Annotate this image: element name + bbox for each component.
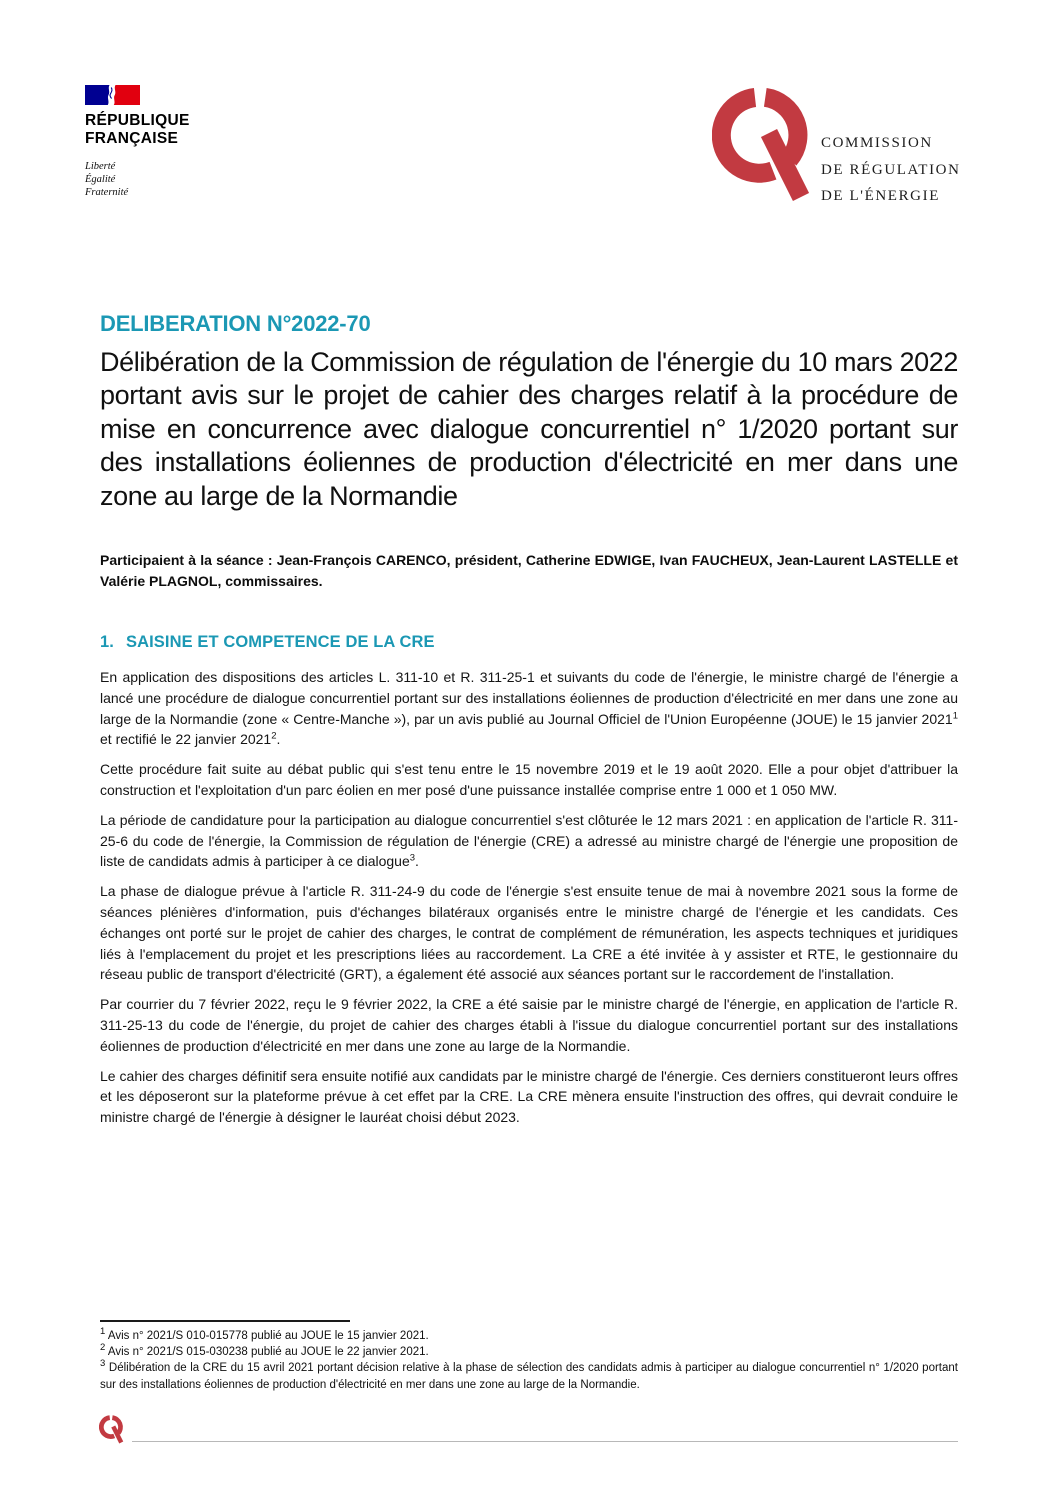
motto-egalite: Égalité [85, 174, 116, 185]
cre-logo [712, 86, 961, 210]
deliberation-subtitle: Délibération de la Commission de régulation de l'énergie du 10 mars 2022 portant avis sur le projet de cahier des charges relatif à la procédure de mise en concurrence avec dialogue concurrentiel n° 1/2020 portant sur des installations éoliennes de production d'électricité en mer dans une zone au large de la Normandie [100, 347, 958, 511]
cre-wordmark-line2: DE RÉGULATION [821, 161, 961, 178]
deliberation-number-title: DELIBERATION N°2022-70 [100, 311, 371, 336]
cre-footer-monogram-icon [99, 1415, 124, 1445]
motto-fraternite: Fraternité [85, 187, 129, 198]
footnotes-section [100, 1320, 958, 1393]
section-1-title: SAISINE ET COMPETENCE DE LA CRE [125, 633, 435, 652]
paragraph-1-text: En application des dispositions des articles L. 311-10 et R. 311-25-1 et suivants du code de l'énergie, le ministre chargé de l'énergie a lancé une procédure de dialogue concurrentiel portant sur des installations éoliennes de production d'électricité en mer dans une zone au large de la Normandie (zone « Centre-Manche »), par un avis publié au Journal Officiel de l'Union Européenne (JOUE) le 15 janvier 2021 [100, 669, 958, 727]
footnote-ref-1: 1 [952, 709, 958, 721]
paragraph-1-text-2: et rectifié le 22 janvier 2021 [100, 731, 272, 748]
footnote-1 [100, 1328, 958, 1344]
paragraph-1-text-3: . [276, 731, 281, 748]
footnote-ref-2: 2 [271, 730, 277, 742]
cre-wordmark [821, 130, 961, 210]
paragraph-5: Par courrier du 7 février 2022, reçu le 9 février 2022, la CRE a été saisie par le ministre chargé de l'énergie, en application de l'article R. 311-25-13 du code de l'énergie, du projet de cahier des charges établi à l'issue du dialogue concurrentiel portant sur des installations éoliennes de production d'électricité en mer dans une zone au large de la Normandie. [100, 996, 958, 1054]
republique-francaise-logo [85, 85, 190, 199]
footnote-separator-rule [100, 1320, 350, 1322]
cre-wordmark-line1: COMMISSION [821, 135, 933, 151]
republique-motto [85, 160, 190, 199]
paragraph-3-text: La période de candidature pour la participation au dialogue concurrentiel s'est clôturée le 12 mars 2021 : en application de l'article R. 311-25-6 du code de l'énergie, la Commission de régulation de l'énergie (CRE) a adressé au ministre chargé de l'énergie une proposition de liste de candidats admis à participer à ce dialogue [100, 811, 958, 870]
section-1-heading [100, 633, 958, 652]
footnote-2-marker: 2 [100, 1342, 106, 1354]
paragraph-3-text-2: . [415, 853, 419, 870]
cre-monogram-icon [712, 86, 812, 210]
footnote-3 [100, 1360, 958, 1392]
footnote-3-marker: 3 [100, 1358, 106, 1370]
cre-wordmark-line3: DE L'ÉNERGIE [821, 188, 940, 204]
footnote-2-text: Avis n° 2021/S 015-030238 publié au JOUE le 22 janvier 2021. [107, 1346, 429, 1359]
footnote-1-marker: 1 [100, 1326, 106, 1338]
paragraph-2: Cette procédure fait suite au débat public qui s'est tenu entre le 15 novembre 2019 et le 19 août 2020. Elle a pour objet d'attribuer la construction et l'exploitation d'un parc éolien en mer posé d'une puissance installée comprise entre 1 000 et 1 050 MW. [100, 761, 958, 799]
participants-paragraph: Participaient à la séance : Jean-François CARENCO, président, Catherine EDWIGE, Ivan FAUCHEUX, Jean-Laurent LASTELLE et Valérie PLAGNOL, commissaires. [100, 552, 958, 590]
document-body [100, 311, 958, 1137]
motto-liberte: Liberté [85, 161, 116, 172]
footnote-2 [100, 1344, 958, 1360]
paragraph-4: La phase de dialogue prévue à l'article R. 311-24-9 du code de l'énergie s'est ensuite tenue de mai à novembre 2021 sous la forme de séances plénières d'information, puis d'échanges bilatéraux organisés entre le ministre chargé de l'énergie et les candidats. Ces échanges ont porté sur le projet de cahier des charges, le contrat de complément de rémunération, les aspects techniques et juridiques liés à l'emplacement du projet et les prescriptions liées au raccordement. La CRE a été invitée à y assister et RTE, le gestionnaire du réseau public de transport d'électricité (GRT), a également été associé aux séances portant sur le raccordement de l'installation. [100, 883, 958, 983]
paragraph-3 [100, 810, 958, 872]
republique-name-line1: RÉPUBLIQUE [85, 112, 190, 129]
french-flag-icon [85, 85, 190, 105]
footnote-3-text: Délibération de la CRE du 15 avril 2021 portant décision relative à la phase de sélection des candidats admis à participer au dialogue concurrentiel n° 1/2020 portant sur des installations éoliennes de production d'électricité en mer dans une zone au large de la Normandie. [100, 1362, 958, 1391]
footer-rule [132, 1441, 958, 1442]
republique-name [85, 112, 190, 147]
footnote-ref-3: 3 [409, 852, 416, 864]
republique-name-line2: FRANÇAISE [85, 129, 179, 147]
paragraph-1 [100, 667, 958, 750]
paragraph-6: Le cahier des charges définitif sera ensuite notifié aux candidats par le ministre chargé de l'énergie. Ces derniers constitueront leurs offres et les déposeront sur la plateforme prévue à cet effet par la CRE. La CRE mènera ensuite l'instruction des offres, qui devrait conduire le ministre chargé de l'énergie à désigner le lauréat choisi début 2023. [100, 1067, 958, 1126]
section-1-number: 1. [100, 633, 114, 652]
footnote-1-text: Avis n° 2021/S 010-015778 publié au JOUE le 15 janvier 2021. [107, 1330, 429, 1342]
